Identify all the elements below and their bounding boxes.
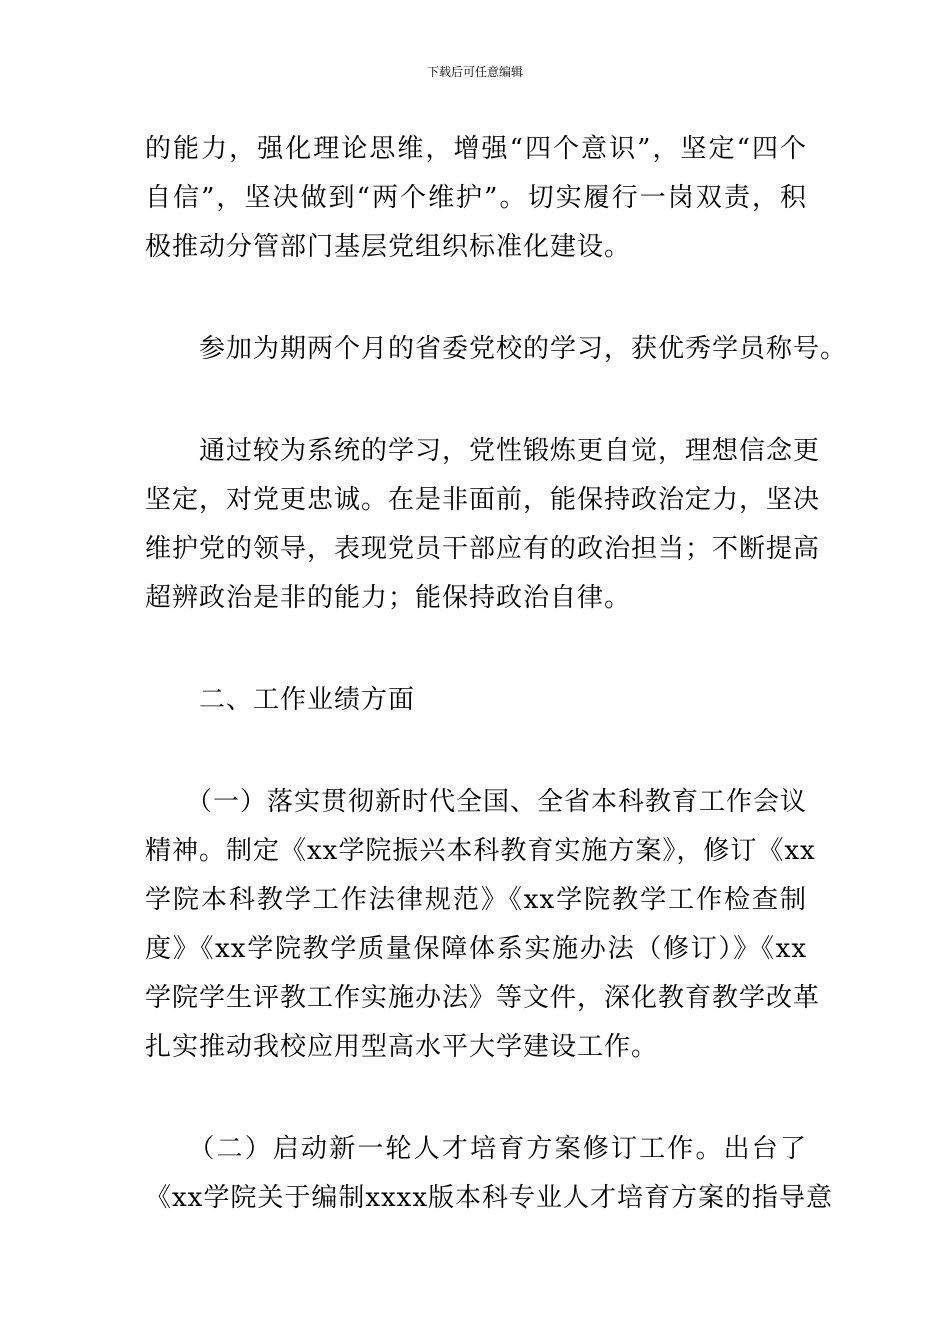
paragraph-3 xyxy=(145,427,821,623)
text-line: 参加为期两个月的省委党校的学习，获优秀学员称号。 xyxy=(145,334,848,364)
text-line: 精神。制定《xx学院振兴本科教育实施方案》，修订《xx xyxy=(145,836,816,866)
paragraph-4 xyxy=(145,778,821,1072)
text-line: 通过较为系统的学习，党性锻炼更自觉，理想信念更 xyxy=(145,436,821,466)
text-line: 学院学生评教工作实施办法》等文件，深化教育教学改革 xyxy=(145,983,821,1013)
text-line: 自信”，坚决做到“两个维护”。切实履行一岗双责，积 xyxy=(145,183,807,213)
text-line: （一）落实贯彻新时代全国、全省本科教育工作会议 xyxy=(145,787,808,817)
text-line: 学院本科教学工作法律规范》《xx学院教学工作检查制 xyxy=(145,885,807,915)
text-line: 二、工作业绩方面 xyxy=(145,685,416,715)
page-header-note: 下载后可任意编辑 xyxy=(426,65,523,79)
text-line: 超辨政治是非的能力；能保持政治自律。 xyxy=(145,583,632,613)
paragraph-2 xyxy=(145,325,848,374)
paragraph-1 xyxy=(145,125,807,272)
section-heading xyxy=(145,676,807,725)
text-line: 《xx学院关于编制xxxx版本科专业人才培育方案的指导意 xyxy=(145,1183,833,1213)
paragraph-5 xyxy=(145,1125,833,1223)
text-line: 坚定，对党更忠诚。在是非面前，能保持政治定力，坚决 xyxy=(145,485,821,515)
text-line: 扎实推动我校应用型高水平大学建设工作。 xyxy=(145,1032,659,1062)
text-line: （二）启动新一轮人才培育方案修订工作。出台了 xyxy=(145,1134,807,1164)
text-line: 度》《xx学院教学质量保障体系实施办法（修订）》《xx xyxy=(145,934,807,964)
text-line: 极推动分管部门基层党组织标准化建设。 xyxy=(145,232,632,262)
text-line: 的能力，强化理论思维，增强“四个意识”，坚定“四个 xyxy=(145,134,807,164)
text-line: 维护党的领导，表现党员干部应有的政治担当；不断提高 xyxy=(145,534,821,564)
document-body xyxy=(145,125,848,1223)
